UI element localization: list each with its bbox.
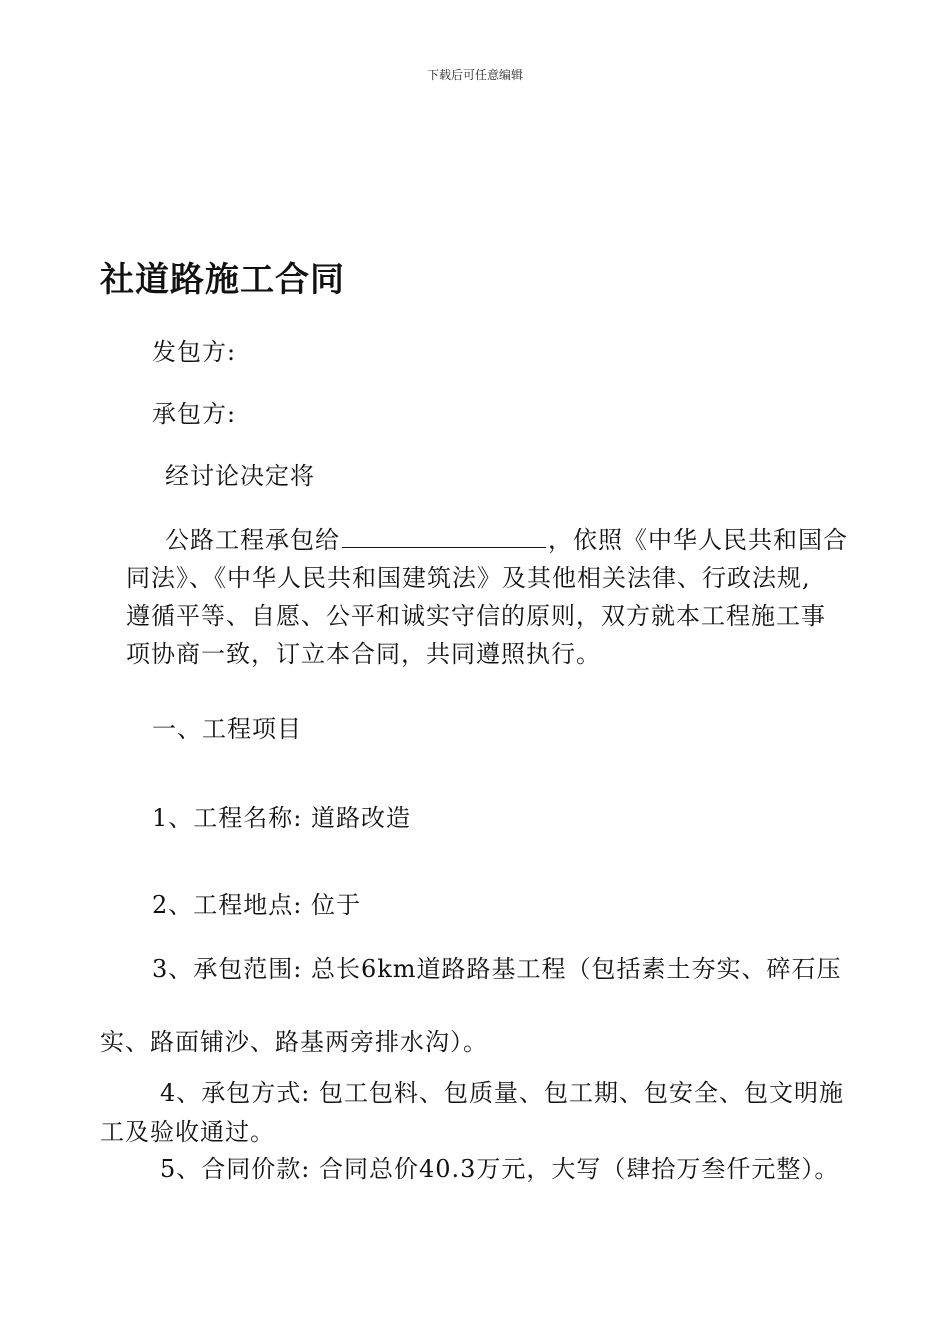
contract-paragraph-line-2: 同法》、《中华人民共和国建筑法》及其他相关法律、行政法规,: [126, 564, 811, 592]
document-title: 社道路施工合同: [100, 260, 345, 300]
item-1-project-name: 1、工程名称: 道路改造: [152, 804, 411, 832]
contract-paragraph-line-1: [165, 521, 848, 559]
section-1-heading: 一、工程项目: [152, 715, 302, 743]
item-5-contract-price: 5、合同价款: 合同总价40.3万元，大写（肆拾万叁仟元整）。: [160, 1155, 840, 1183]
item-4-contract-method-line-2: 工及验收通过。: [100, 1118, 275, 1146]
contract-paragraph-line-4: 项协商一致，订立本合同，共同遵照执行。: [126, 640, 601, 668]
item-3-scope-line-2: 实、路面铺沙、路基两旁排水沟）。: [100, 1028, 488, 1056]
item-2-project-location: 2、工程地点: 位于: [152, 891, 361, 919]
item-4-contract-method-line-1: 4、承包方式: 包工包料、包质量、包工期、包安全、包文明施: [160, 1079, 844, 1107]
contract-lead: 公路工程承包给: [165, 526, 340, 554]
intro-text: 经讨论决定将: [165, 462, 315, 490]
contractor-blank[interactable]: [342, 523, 546, 548]
contract-rest-line-1: ，依照《中华人民共和国合: [548, 526, 848, 554]
contract-paragraph-line-3: 遵循平等、自愿、公平和诚实守信的原则，双方就本工程施工事: [126, 602, 826, 630]
party-b-label: 承包方:: [152, 400, 237, 428]
header-note: 下载后可任意编辑: [426, 68, 523, 82]
item-3-scope-line-1: 3、承包范围: 总长6km道路路基工程（包括素土夯实、碎石压: [152, 955, 842, 983]
party-a-label: 发包方:: [152, 338, 237, 366]
